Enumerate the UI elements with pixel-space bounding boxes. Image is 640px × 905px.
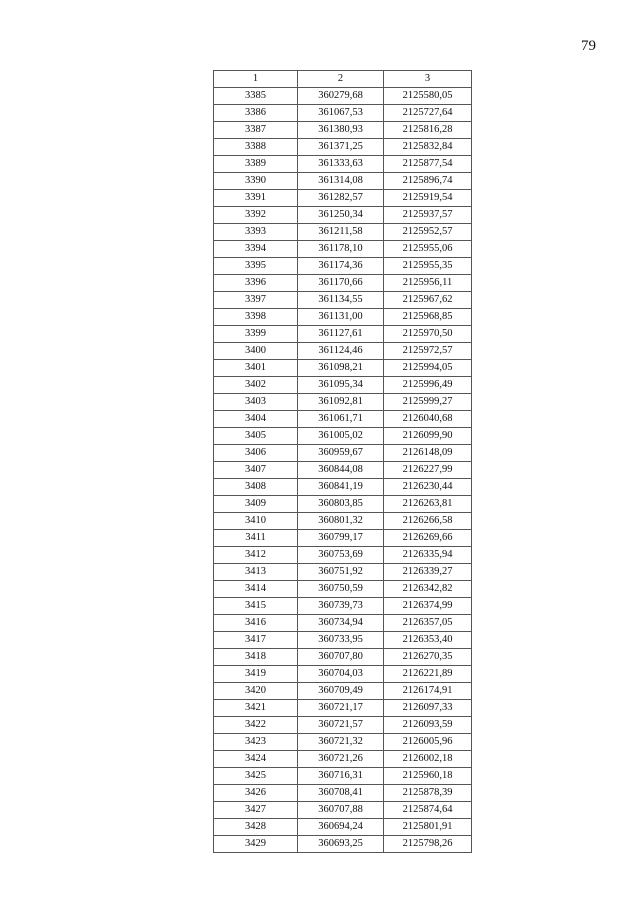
header-row [214, 71, 472, 88]
table-row [214, 564, 472, 581]
table-header [214, 71, 472, 88]
y-coordinate-cell: 2125919,54 [384, 190, 472, 207]
point-number-cell: 3395 [214, 258, 298, 275]
table-row [214, 802, 472, 819]
point-number-cell: 3394 [214, 241, 298, 258]
x-coordinate-cell: 360750,59 [298, 581, 384, 598]
point-number-cell: 3422 [214, 717, 298, 734]
table-row [214, 173, 472, 190]
x-coordinate-cell: 360721,32 [298, 734, 384, 751]
column-header-3: 3 [384, 71, 472, 88]
y-coordinate-cell: 2125955,06 [384, 241, 472, 258]
table-row [214, 785, 472, 802]
y-coordinate-cell: 2125801,91 [384, 819, 472, 836]
point-number-cell: 3389 [214, 156, 298, 173]
x-coordinate-cell: 361380,93 [298, 122, 384, 139]
point-number-cell: 3403 [214, 394, 298, 411]
x-coordinate-cell: 361174,36 [298, 258, 384, 275]
y-coordinate-cell: 2125970,50 [384, 326, 472, 343]
x-coordinate-cell: 361127,61 [298, 326, 384, 343]
y-coordinate-cell: 2126148,09 [384, 445, 472, 462]
table-row [214, 683, 472, 700]
x-coordinate-cell: 360693,25 [298, 836, 384, 853]
point-number-cell: 3398 [214, 309, 298, 326]
x-coordinate-cell: 360751,92 [298, 564, 384, 581]
table-row [214, 343, 472, 360]
point-number-cell: 3406 [214, 445, 298, 462]
table-row [214, 411, 472, 428]
x-coordinate-cell: 360694,24 [298, 819, 384, 836]
point-number-cell: 3401 [214, 360, 298, 377]
x-coordinate-cell: 360704,03 [298, 666, 384, 683]
point-number-cell: 3404 [214, 411, 298, 428]
table-row [214, 105, 472, 122]
y-coordinate-cell: 2125968,85 [384, 309, 472, 326]
x-coordinate-cell: 361061,71 [298, 411, 384, 428]
point-number-cell: 3385 [214, 88, 298, 105]
y-coordinate-cell: 2126266,58 [384, 513, 472, 530]
point-number-cell: 3427 [214, 802, 298, 819]
table-row [214, 394, 472, 411]
y-coordinate-cell: 2125994,05 [384, 360, 472, 377]
table-row [214, 292, 472, 309]
x-coordinate-cell: 360707,88 [298, 802, 384, 819]
point-number-cell: 3423 [214, 734, 298, 751]
point-number-cell: 3418 [214, 649, 298, 666]
y-coordinate-cell: 2126097,33 [384, 700, 472, 717]
table-row [214, 377, 472, 394]
x-coordinate-cell: 360841,19 [298, 479, 384, 496]
table-row [214, 88, 472, 105]
y-coordinate-cell: 2126335,94 [384, 547, 472, 564]
x-coordinate-cell: 360734,94 [298, 615, 384, 632]
y-coordinate-cell: 2125937,57 [384, 207, 472, 224]
table-row [214, 819, 472, 836]
point-number-cell: 3409 [214, 496, 298, 513]
point-number-cell: 3392 [214, 207, 298, 224]
point-number-cell: 3428 [214, 819, 298, 836]
x-coordinate-cell: 360721,26 [298, 751, 384, 768]
x-coordinate-cell: 361095,34 [298, 377, 384, 394]
x-coordinate-cell: 361098,21 [298, 360, 384, 377]
y-coordinate-cell: 2125972,57 [384, 343, 472, 360]
table-row [214, 428, 472, 445]
point-number-cell: 3413 [214, 564, 298, 581]
table-row [214, 445, 472, 462]
point-number-cell: 3416 [214, 615, 298, 632]
table-row [214, 717, 472, 734]
x-coordinate-cell: 360279,68 [298, 88, 384, 105]
x-coordinate-cell: 360708,41 [298, 785, 384, 802]
point-number-cell: 3417 [214, 632, 298, 649]
y-coordinate-cell: 2125877,54 [384, 156, 472, 173]
y-coordinate-cell: 2126374,99 [384, 598, 472, 615]
x-coordinate-cell: 360709,49 [298, 683, 384, 700]
y-coordinate-cell: 2125896,74 [384, 173, 472, 190]
table-row [214, 530, 472, 547]
y-coordinate-cell: 2126040,68 [384, 411, 472, 428]
table-row [214, 632, 472, 649]
x-coordinate-cell: 361092,81 [298, 394, 384, 411]
table-row [214, 462, 472, 479]
y-coordinate-cell: 2126221,89 [384, 666, 472, 683]
table-row [214, 666, 472, 683]
y-coordinate-cell: 2125798,26 [384, 836, 472, 853]
y-coordinate-cell: 2126230,44 [384, 479, 472, 496]
x-coordinate-cell: 361170,66 [298, 275, 384, 292]
point-number-cell: 3410 [214, 513, 298, 530]
table-body [214, 88, 472, 853]
x-coordinate-cell: 361131,00 [298, 309, 384, 326]
table-row [214, 479, 472, 496]
y-coordinate-cell: 2126005,96 [384, 734, 472, 751]
table-row [214, 190, 472, 207]
x-coordinate-cell: 360799,17 [298, 530, 384, 547]
table-row [214, 615, 472, 632]
x-coordinate-cell: 361211,58 [298, 224, 384, 241]
y-coordinate-cell: 2125874,64 [384, 802, 472, 819]
point-number-cell: 3429 [214, 836, 298, 853]
point-number-cell: 3405 [214, 428, 298, 445]
x-coordinate-cell: 360721,17 [298, 700, 384, 717]
y-coordinate-cell: 2126263,81 [384, 496, 472, 513]
table-row [214, 700, 472, 717]
point-number-cell: 3388 [214, 139, 298, 156]
table-row [214, 836, 472, 853]
table-row [214, 258, 472, 275]
point-number-cell: 3386 [214, 105, 298, 122]
y-coordinate-cell: 2126227,99 [384, 462, 472, 479]
x-coordinate-cell: 360721,57 [298, 717, 384, 734]
table-row [214, 649, 472, 666]
y-coordinate-cell: 2126353,40 [384, 632, 472, 649]
column-header-1: 1 [214, 71, 298, 88]
point-number-cell: 3425 [214, 768, 298, 785]
table-row [214, 224, 472, 241]
y-coordinate-cell: 2126099,90 [384, 428, 472, 445]
table-row [214, 156, 472, 173]
y-coordinate-cell: 2125999,27 [384, 394, 472, 411]
point-number-cell: 3414 [214, 581, 298, 598]
column-header-2: 2 [298, 71, 384, 88]
x-coordinate-cell: 360716,31 [298, 768, 384, 785]
x-coordinate-cell: 361134,55 [298, 292, 384, 309]
point-number-cell: 3387 [214, 122, 298, 139]
table-row [214, 360, 472, 377]
table-row [214, 547, 472, 564]
point-number-cell: 3391 [214, 190, 298, 207]
point-number-cell: 3411 [214, 530, 298, 547]
point-number-cell: 3420 [214, 683, 298, 700]
point-number-cell: 3412 [214, 547, 298, 564]
table-row [214, 513, 472, 530]
x-coordinate-cell: 360753,69 [298, 547, 384, 564]
x-coordinate-cell: 361067,53 [298, 105, 384, 122]
y-coordinate-cell: 2125960,18 [384, 768, 472, 785]
table-row [214, 751, 472, 768]
x-coordinate-cell: 360707,80 [298, 649, 384, 666]
table-row [214, 326, 472, 343]
y-coordinate-cell: 2126270,35 [384, 649, 472, 666]
y-coordinate-cell: 2125832,84 [384, 139, 472, 156]
page-number: 79 [581, 38, 596, 54]
y-coordinate-cell: 2126357,05 [384, 615, 472, 632]
x-coordinate-cell: 361282,57 [298, 190, 384, 207]
point-number-cell: 3399 [214, 326, 298, 343]
x-coordinate-cell: 361250,34 [298, 207, 384, 224]
y-coordinate-cell: 2125580,05 [384, 88, 472, 105]
point-number-cell: 3426 [214, 785, 298, 802]
x-coordinate-cell: 360739,73 [298, 598, 384, 615]
point-number-cell: 3415 [214, 598, 298, 615]
table-row [214, 309, 472, 326]
table-row [214, 275, 472, 292]
y-coordinate-cell: 2125878,39 [384, 785, 472, 802]
point-number-cell: 3390 [214, 173, 298, 190]
y-coordinate-cell: 2126339,27 [384, 564, 472, 581]
table-row [214, 598, 472, 615]
x-coordinate-cell: 361314,08 [298, 173, 384, 190]
point-number-cell: 3424 [214, 751, 298, 768]
table-row [214, 734, 472, 751]
table-row [214, 241, 472, 258]
x-coordinate-cell: 360733,95 [298, 632, 384, 649]
x-coordinate-cell: 361178,10 [298, 241, 384, 258]
point-number-cell: 3408 [214, 479, 298, 496]
x-coordinate-cell: 361333,63 [298, 156, 384, 173]
y-coordinate-cell: 2125816,28 [384, 122, 472, 139]
x-coordinate-cell: 360801,32 [298, 513, 384, 530]
y-coordinate-cell: 2125967,62 [384, 292, 472, 309]
table-row [214, 139, 472, 156]
table-row [214, 207, 472, 224]
point-number-cell: 3393 [214, 224, 298, 241]
y-coordinate-cell: 2126269,66 [384, 530, 472, 547]
table-row [214, 496, 472, 513]
y-coordinate-cell: 2125956,11 [384, 275, 472, 292]
point-number-cell: 3407 [214, 462, 298, 479]
point-number-cell: 3419 [214, 666, 298, 683]
table-row [214, 581, 472, 598]
point-number-cell: 3396 [214, 275, 298, 292]
point-number-cell: 3397 [214, 292, 298, 309]
point-number-cell: 3402 [214, 377, 298, 394]
point-number-cell: 3421 [214, 700, 298, 717]
table-row [214, 122, 472, 139]
y-coordinate-cell: 2125727,64 [384, 105, 472, 122]
y-coordinate-cell: 2125952,57 [384, 224, 472, 241]
y-coordinate-cell: 2125996,49 [384, 377, 472, 394]
point-number-cell: 3400 [214, 343, 298, 360]
x-coordinate-cell: 360959,67 [298, 445, 384, 462]
x-coordinate-cell: 361005,02 [298, 428, 384, 445]
table-row [214, 768, 472, 785]
y-coordinate-cell: 2126002,18 [384, 751, 472, 768]
x-coordinate-cell: 361371,25 [298, 139, 384, 156]
x-coordinate-cell: 360803,85 [298, 496, 384, 513]
y-coordinate-cell: 2126093,59 [384, 717, 472, 734]
y-coordinate-cell: 2126342,82 [384, 581, 472, 598]
coordinates-table [213, 70, 472, 853]
y-coordinate-cell: 2126174,91 [384, 683, 472, 700]
x-coordinate-cell: 360844,08 [298, 462, 384, 479]
y-coordinate-cell: 2125955,35 [384, 258, 472, 275]
x-coordinate-cell: 361124,46 [298, 343, 384, 360]
